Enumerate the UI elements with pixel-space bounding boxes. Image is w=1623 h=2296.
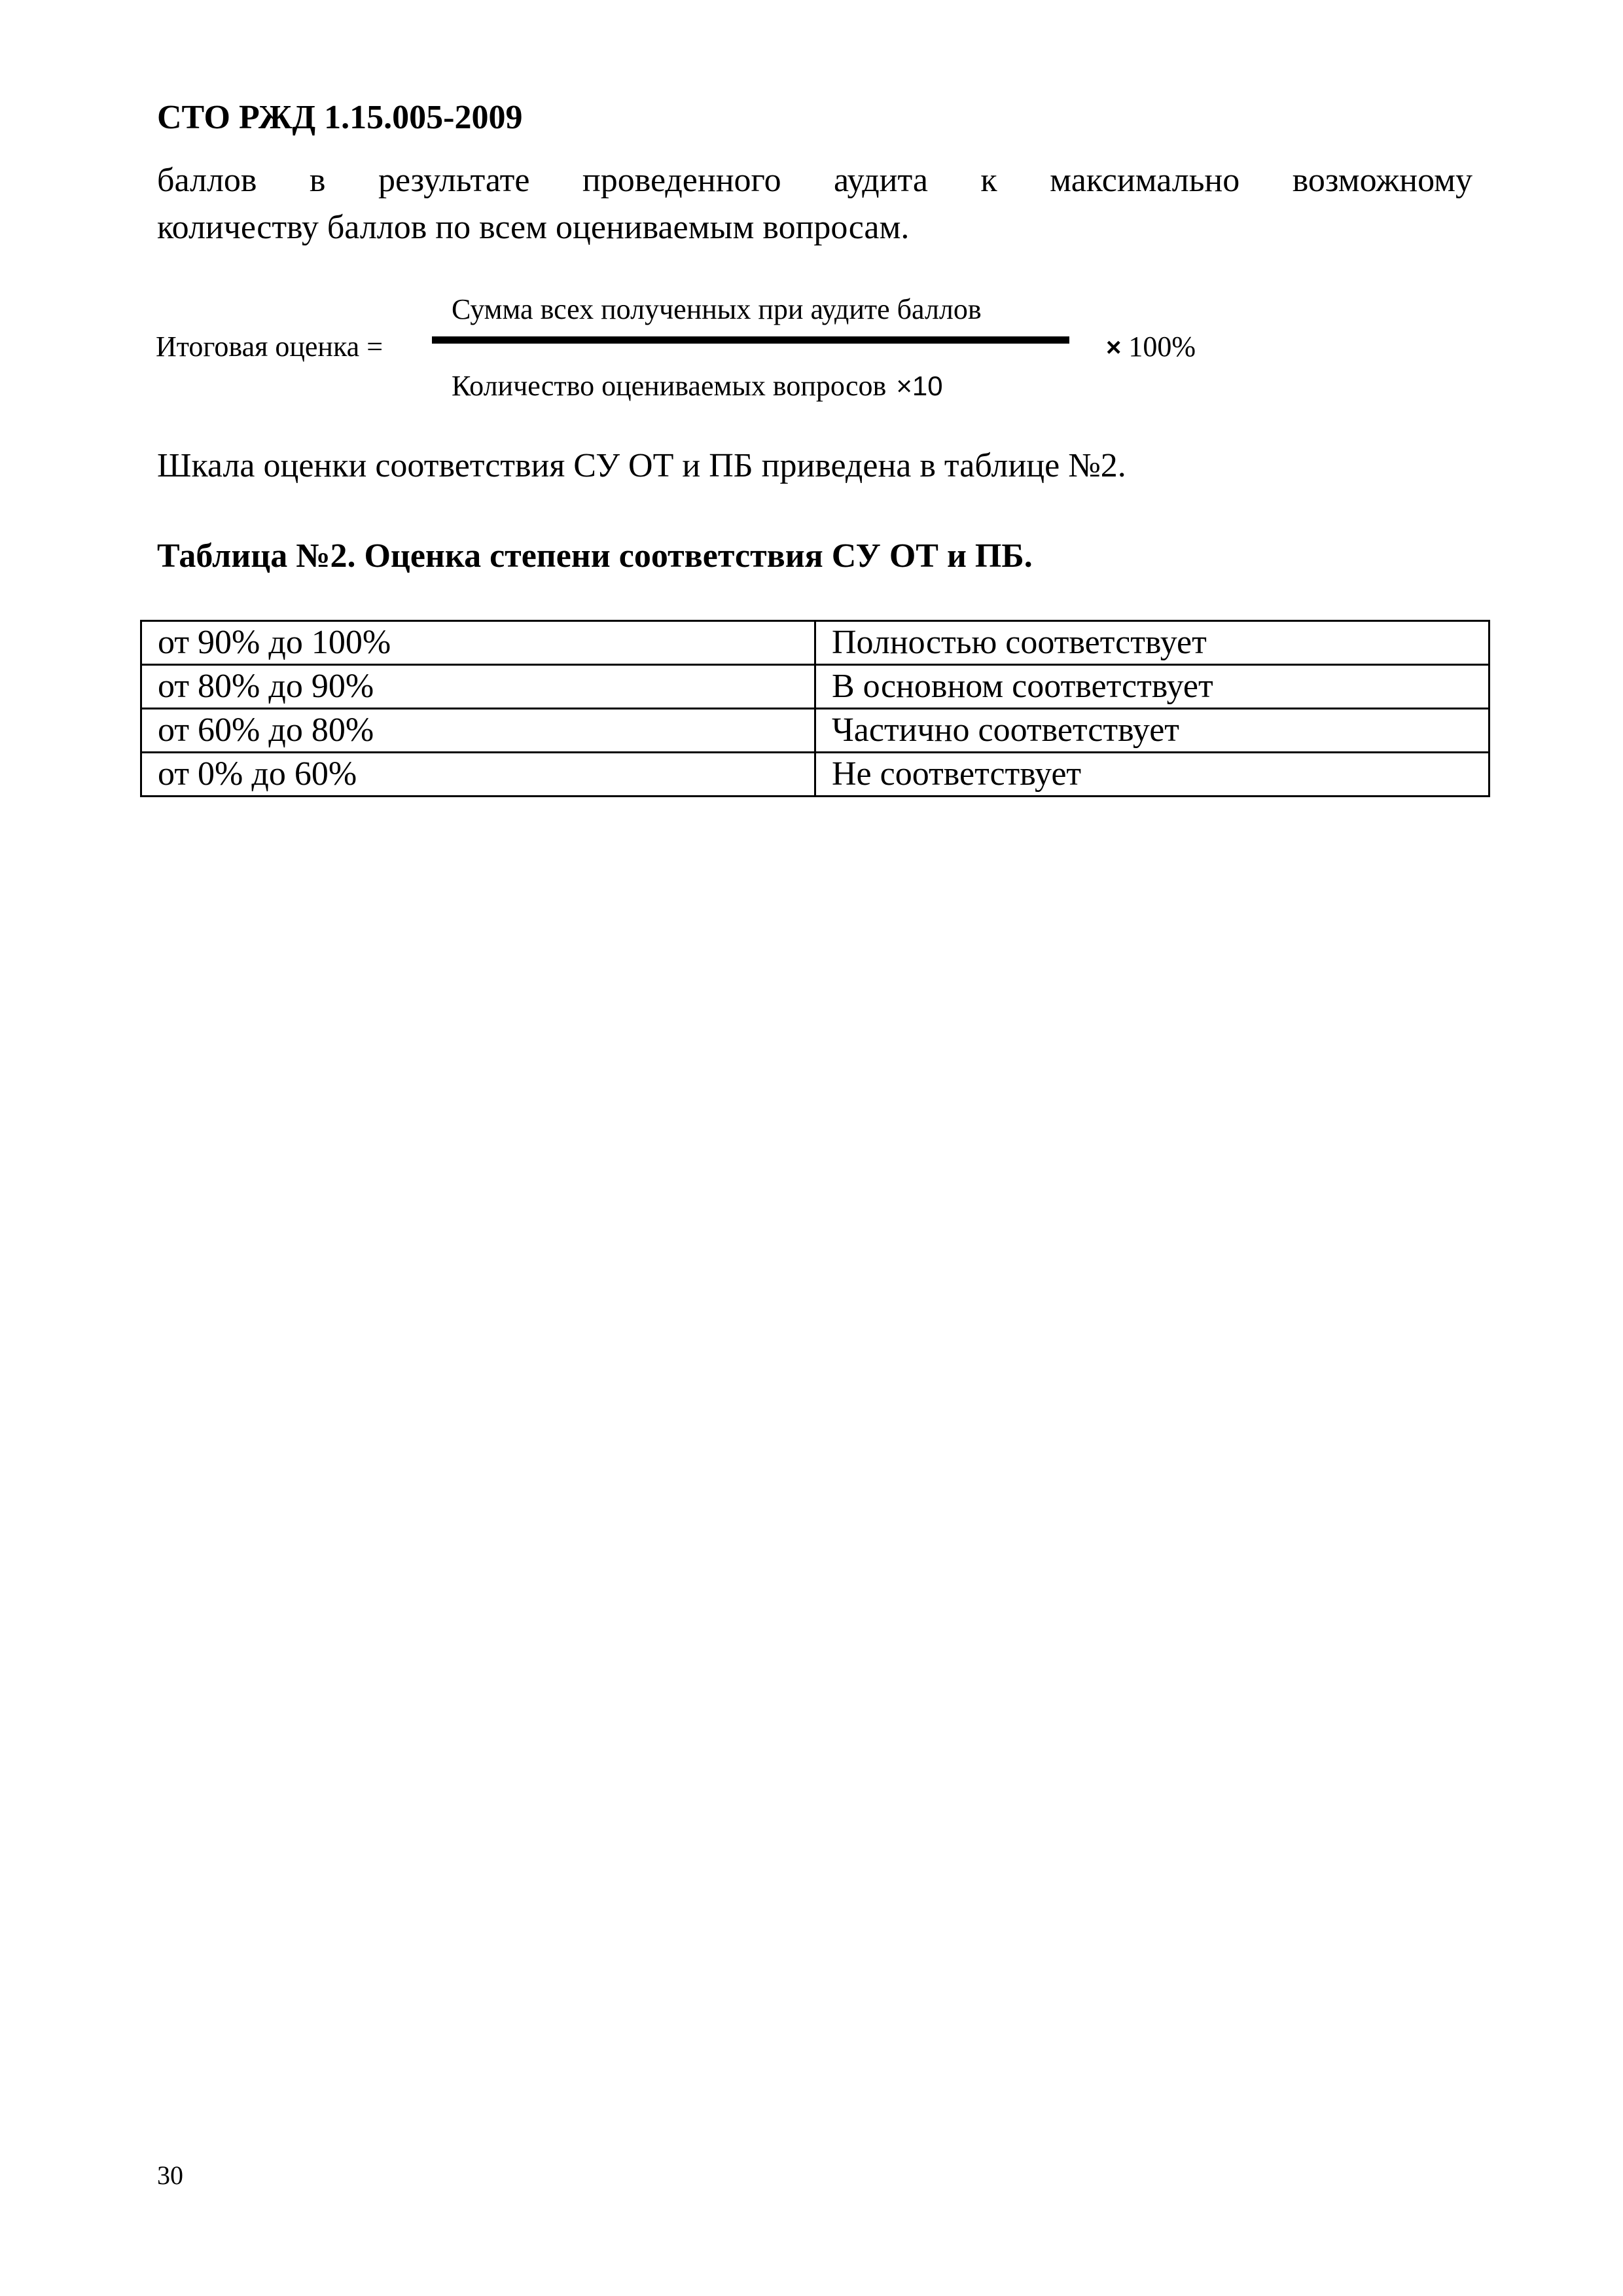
- formula-left-side: Итоговая оценка =: [156, 331, 383, 363]
- level-cell: Полностью соответствует: [815, 621, 1489, 665]
- level-cell: Не соответствует: [815, 753, 1489, 797]
- table-row: [141, 753, 1489, 797]
- range-cell: от 80% до 90%: [141, 665, 815, 709]
- compliance-scale-table: [140, 620, 1490, 797]
- table-row: [141, 709, 1489, 753]
- table-row: [141, 621, 1489, 665]
- range-cell: от 60% до 80%: [141, 709, 815, 753]
- scale-reference-sentence: Шкала оценки соответствия СУ ОТ и ПБ приведена в таблице №2.: [157, 447, 1126, 484]
- document-code-header: СТО РЖД 1.15.005-2009: [157, 99, 523, 136]
- formula-denominator: [452, 368, 943, 404]
- intro-line-2: количеству баллов по всем оцениваемым вопросам.: [157, 209, 910, 246]
- table-caption: Таблица №2. Оценка степени соответствия СУ ОТ и ПБ.: [157, 537, 1033, 575]
- range-cell: от 90% до 100%: [141, 621, 815, 665]
- multiplier-value: 100%: [1128, 331, 1196, 363]
- denominator-factor: ×10: [896, 370, 943, 401]
- range-cell: от 0% до 60%: [141, 753, 815, 797]
- intro-line-1: баллов в результате проведенного аудита к максимально возможному: [157, 162, 1472, 199]
- level-cell: Частично соответствует: [815, 709, 1489, 753]
- multiply-sign: ×: [1106, 333, 1122, 362]
- page-number: 30: [157, 2161, 183, 2190]
- score-formula: [0, 0, 1623, 419]
- level-cell: В основном соответствует: [815, 665, 1489, 709]
- table-row: [141, 665, 1489, 709]
- denominator-text: Количество оцениваемых вопросов: [452, 370, 887, 402]
- formula-multiplier: [1106, 329, 1196, 366]
- fraction-bar: [432, 336, 1069, 344]
- formula-numerator: Сумма всех полученных при аудите баллов: [452, 293, 982, 325]
